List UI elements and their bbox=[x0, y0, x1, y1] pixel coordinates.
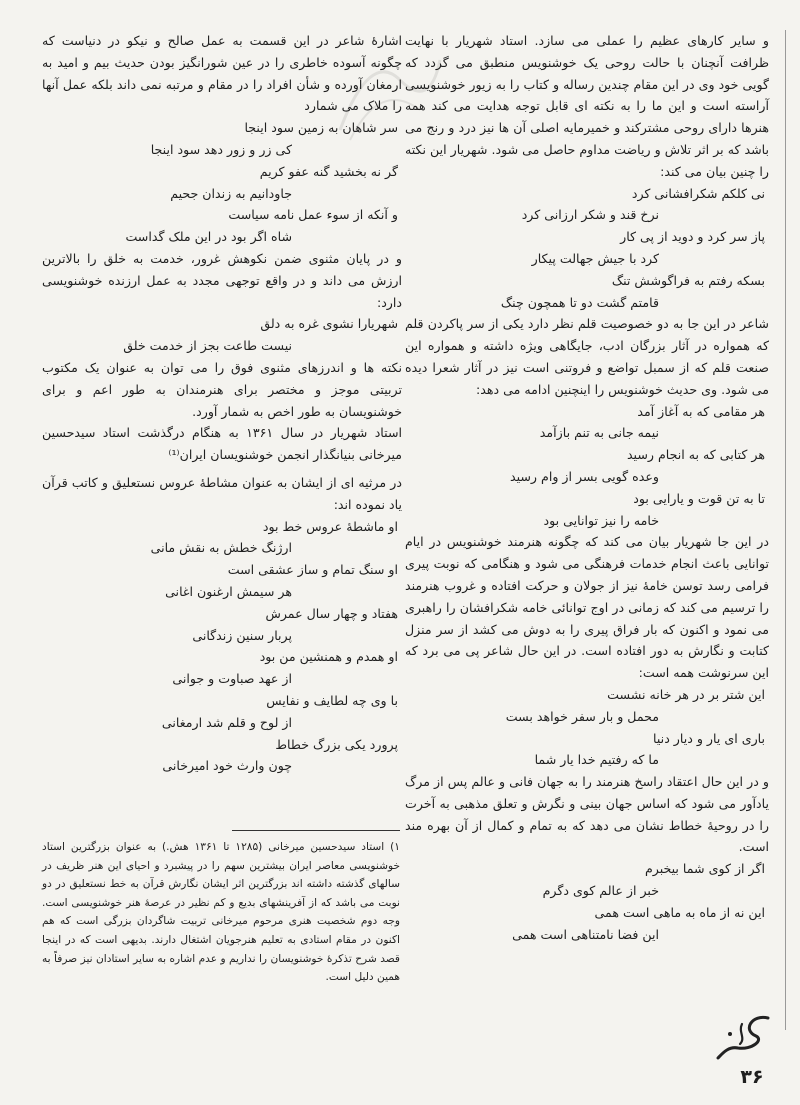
kerman-logo-icon bbox=[712, 1010, 774, 1062]
poem-hemistich: هر سیمش ارغنون اغانی bbox=[165, 583, 292, 599]
body-paragraph: و در این حال اعتقاد راسخ هنرمند را به جهان فانی و عالم پس از مرگ یادآور می شود که اساس جهان بینی و نگرش و تعلق مذهبی به آخرت را در روحیهٔ خطاط نشان می دهد که به تمام و کمال از آن بهره مند است. bbox=[405, 774, 769, 855]
poem-hemistich: این شتر بر در هر خانه نشست bbox=[607, 686, 765, 702]
poem-hemistich: اگر از کوی شما بیخبرم bbox=[644, 861, 765, 877]
poem-hemistich: او سنگ تمام و ساز عشقی است bbox=[227, 562, 398, 578]
poem-hemistich: هر کتابی که به انجام رسید bbox=[626, 447, 765, 463]
poem-hemistich: شاه اگر بود در این ملک گداست bbox=[125, 229, 292, 245]
poem-hemistich: از لوح و قلم شد ارمغانی bbox=[161, 714, 292, 730]
poem-hemistich: هر مقامی که به آغاز آمد bbox=[637, 403, 765, 419]
poem-hemistich: ارژنگ خطش به نقش مانی bbox=[150, 540, 292, 556]
poem-hemistich: شهریارا نشوی غره به دلق bbox=[260, 316, 398, 332]
poem-hemistich: سر شاهان به زمین سود اینجا bbox=[244, 120, 398, 136]
poem-hemistich: او ماشطهٔ عروس خط بود bbox=[262, 518, 398, 534]
poem-hemistich: با وی چه لطایف و نفایس bbox=[266, 692, 398, 708]
poem-hemistich: نرخ قند و شکر ارزانی کرد bbox=[521, 207, 659, 223]
body-paragraph: و سایر کارهای عظیم را عملی می سازد. استاد شهریار با نهایت ظرافت آنچنان با حالت روحی یک خوشنویس منطبق می گردد که گویی خود وی در این مقام چندین رساله و کتاب را به زیور خوشنویسی آراسته است و این ما را به نکته ای قابل توجه هدایت می کند همه هنرها دارای روحی مشترکند و خمیرمایه اصلی آن ها نیز درد و رنج می باشد که بر اثر تلاش و ریاضت مداوم حاصل می شود. شهریار این نکته را چنین بیان می کند: bbox=[405, 33, 769, 179]
sidebar-rule bbox=[785, 30, 786, 1030]
poem-hemistich: بسکه رفتم به فراگوشش تنگ bbox=[611, 272, 765, 288]
poem-hemistich: خبر از عالم کوی دگرم bbox=[542, 883, 659, 899]
poem-hemistich: پربار سنین زندگانی bbox=[192, 627, 292, 643]
footnote-divider bbox=[232, 830, 400, 831]
body-paragraph: نکته ها و اندرزهای مثنوی فوق را می توان به عنوان یک مکتوب تربیتی موجز و مختصر برای هنرمندان به طور اعم و برای خوشنویسان به طور اخص به شمار آورد. bbox=[42, 359, 402, 419]
poem-hemistich: این فضا نامتناهی است همی bbox=[512, 926, 659, 942]
poem-hemistich: نیست طاعت بجز از خدمت خلق bbox=[123, 338, 292, 354]
poem-hemistich: گر نه بخشید گنه عفو کریم bbox=[259, 163, 398, 179]
body-paragraph: و در پایان مثنوی ضمن نکوهش غرور، خدمت به خلق را بالاترین ارزش می داند و در واقع توجهی مجدد به عمل ارزنده خوشنویسی دارد: bbox=[42, 250, 402, 310]
poem-hemistich: کی زر و زور دهد سود اینجا bbox=[150, 141, 292, 157]
body-paragraph: در مرثیه ای از ایشان به عنوان مشاطهٔ عروس نستعلیق و کاتب قرآن یاد نموده اند: bbox=[42, 474, 402, 512]
poem-hemistich: او همدم و همنشین من بود bbox=[259, 649, 398, 665]
poem-hemistich: ما که رفتیم خدا یار شما bbox=[534, 752, 659, 768]
body-paragraph: استاد شهریار در سال ۱۳۶۱ به هنگام درگذشت استاد سیدحسین میرخانی بنیانگذار انجمن خوشنویسان ایران⁽¹⁾ bbox=[42, 425, 402, 463]
body-paragraph: اشارهٔ شاعر در این قسمت به عمل صالح و نیکو در دنیاست که چگونه آسوده خاطری را در عین شورانگیز بودن حدیث بیم و امید به ارمغان آورده و شأن افراد را در مقام و مرتبه نمی داند بلکه عمل آنها را ملاک می شمارد bbox=[42, 33, 402, 114]
footnote: ۱) استاد سیدحسین میرخانی (۱۲۸۵ تا ۱۳۶۱ هش.) به عنوان بزرگترین استاد خوشنویسی معاصر ایران بیشترین سهم را در پیشبرد و احیای این هنر ظریف در سالهای گذشته داشته اند بزرگترین اثر ایشان نگارش قرآن به خط نستعلیق در دو نوبت می باشد که از آفرینشهای بدیع و کم نظیر در عرصهٔ هنر خوشنویسی است. وجه دوم شخصیت هنری مرحوم میرخانی تربیت شاگردان بزرگی است که هم اکنون در مقام استادی به تعلیم هنرجویان اشتغال دارند. بدیهی است که در اینجا قصد شرح تذکرهٔ خوشنویسان را نداریم و عدم اشاره به سایر استادان نیز صرفاً به همین دلیل است. bbox=[42, 841, 400, 984]
page-number: ۳۶ bbox=[740, 1066, 764, 1088]
poem-hemistich: تا به تن قوت و یارایی بود bbox=[633, 490, 765, 506]
poem-hemistich: هفتاد و چهار سال عمرش bbox=[265, 605, 398, 621]
poem-hemistich: جاودانیم به زندان جحیم bbox=[170, 185, 292, 201]
poem-hemistich: قامتم گشت دو تا همچون چنگ bbox=[500, 294, 659, 310]
poem-hemistich: از عهد صباوت و جوانی bbox=[172, 671, 292, 687]
poem-hemistich: وعده گویی بسر از وام رسید bbox=[509, 468, 659, 484]
right-column bbox=[405, 30, 769, 945]
body-paragraph: در این جا شهریار بیان می کند که چگونه هنرمند خوشنویس در ایام توانایی باعث انجام خدمات فرهنگی می شود و هنگامی که نوبت پیری فرامی رسد توسن خامهٔ نیز از جولان و حرکت افتاده و غروب هنرمند را ترسیم می کند که زمانی در اوج توانائی خامه شکرافشان را راهبری می نمود و اکنون که بار فراق پیری را به دوش می کشد از سر منزل کتابت و نگارش به دور افتاده است. در این حال شاعر پی می برد که این سرنوشت همه است: bbox=[405, 534, 769, 681]
poem-hemistich: و آنکه از سوء عمل نامه سیاست bbox=[228, 207, 398, 223]
poem-hemistich: پرورد یکی بزرگ خطاط bbox=[275, 736, 398, 752]
page-sidebar bbox=[774, 30, 798, 1070]
poem-hemistich: این نه از ماه به ماهی است همی bbox=[594, 904, 765, 920]
poem-hemistich: نیمه جانی به تنم بازآمد bbox=[539, 425, 659, 441]
poem-hemistich: محمل و بار سفر خواهد بست bbox=[505, 708, 659, 724]
body-paragraph: شاعر در این جا به دو خصوصیت قلم نظر دارد یکی از سر پاکردن قلم که همواره در آثار بزرگان ادب، جایگاهی ویژه داشته و همواره این صنعت قلم که از سمبل تواضع و فروتنی است نیز در آثار شعرا دیده می شود. وی حدیث خوشنویس را اینچنین ادامه می دهد: bbox=[405, 316, 769, 397]
poem-hemistich: خامه را نیز توانایی بود bbox=[543, 512, 659, 528]
poem-hemistich: پاز سر کرد و دوید از پی کار bbox=[620, 229, 765, 245]
poem-hemistich: چون وارث خود امیرخانی bbox=[162, 758, 292, 774]
left-column bbox=[42, 30, 402, 777]
poem-hemistich: کرد با جیش جهالت پیکار bbox=[531, 250, 659, 266]
poem-hemistich: باری ای یار و دیار دنیا bbox=[653, 730, 765, 746]
poem-hemistich: نی کلکم شکرافشانی کرد bbox=[631, 185, 765, 201]
